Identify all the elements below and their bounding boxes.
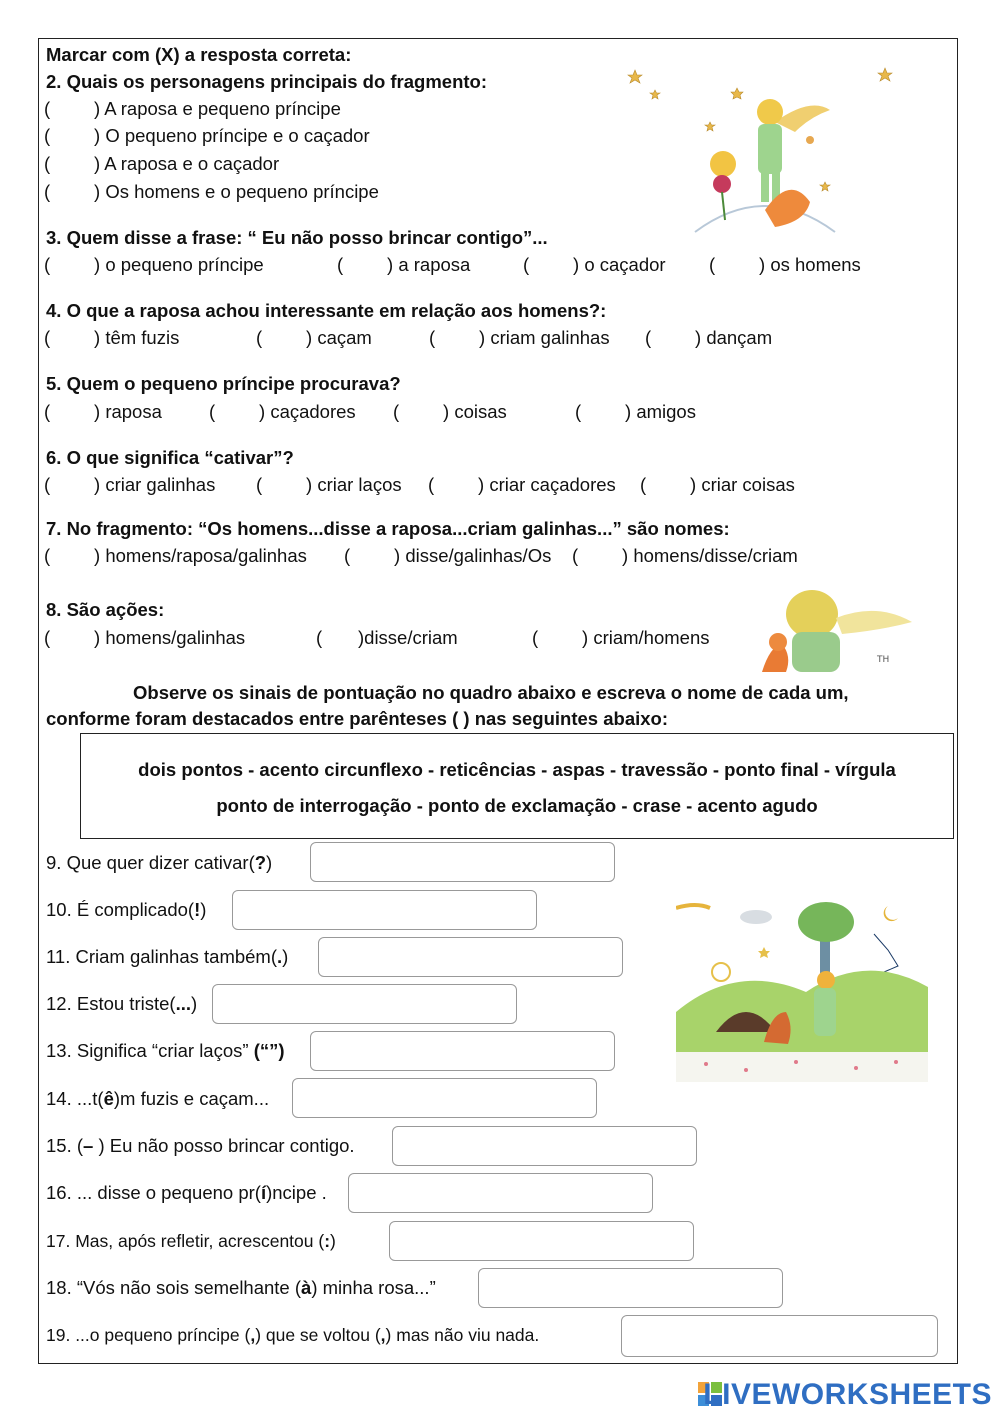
q6-option-2[interactable]: ( ) criar laços (256, 474, 402, 495)
q8-option-2[interactable]: ( )disse/criam (316, 627, 458, 648)
item-19-answer-input[interactable] (621, 1315, 938, 1357)
q2-option-4[interactable]: ( ) Os homens e o pequeno príncipe (44, 181, 379, 202)
q8-option-3[interactable]: ( ) criam/homens (532, 627, 710, 648)
little-prince-fox-illustration (752, 584, 918, 676)
item-13-answer-input[interactable] (310, 1031, 615, 1071)
q4-option-3[interactable]: ( ) criam galinhas (429, 327, 610, 348)
q8-option-1[interactable]: ( ) homens/galinhas (44, 627, 246, 648)
question-7-title: 7. No fragmento: “Os homens...disse a raposa...criam galinhas...” são nomes: (46, 518, 730, 539)
q3-option-3[interactable]: ( ) o caçador (523, 254, 666, 275)
item-14: 14. ...t(ê)m fuzis e caçam... (46, 1088, 270, 1109)
word-bank-line1: dois pontos - acento circunflexo - reticências - aspas - travessão - ponto final - vírgula (138, 759, 896, 780)
q3-option-1[interactable]: ( ) o pequeno príncipe (44, 254, 264, 275)
item-17-answer-input[interactable] (389, 1221, 694, 1261)
q2-option-2[interactable]: ( ) O pequeno príncipe e o caçador (44, 125, 370, 146)
question-5-title: 5. Quem o pequeno príncipe procurava? (46, 373, 401, 394)
q4-option-2[interactable]: ( ) caçam (256, 327, 372, 348)
item-12: 12. Estou triste(...) (46, 993, 198, 1014)
q5-option-1[interactable]: ( ) raposa (44, 401, 162, 422)
question-6-title: 6. O que significa “cativar”? (46, 447, 294, 468)
q7-option-1[interactable]: ( ) homens/raposa/galinhas (44, 545, 307, 566)
q4-option-1[interactable]: ( ) têm fuzis (44, 327, 180, 348)
question-3-title: 3. Quem disse a frase: “ Eu não posso brincar contigo”... (46, 227, 548, 248)
q6-option-1[interactable]: ( ) criar galinhas (44, 474, 216, 495)
punctuation-intro-line2: conforme foram destacados entre parênteses ( ) nas seguintes abaixo: (46, 708, 668, 729)
word-bank-box (80, 733, 954, 839)
instructions: Marcar com (X) a resposta correta: (46, 44, 352, 65)
little-prince-planet-illustration (625, 62, 905, 244)
item-10: 10. É complicado(!) (46, 899, 207, 920)
q5-option-4[interactable]: ( ) amigos (575, 401, 696, 422)
item-15-answer-input[interactable] (392, 1126, 697, 1166)
punctuation-intro-line1: Observe os sinais de pontuação no quadro abaixo e escreva o nome de cada um, (133, 682, 849, 703)
q7-option-2[interactable]: ( ) disse/galinhas/Os (344, 545, 552, 566)
word-bank-line2: ponto de interrogação - ponto de exclamação - crase - acento agudo (216, 795, 818, 816)
item-17: 17. Mas, após refletir, acrescentou (:) (46, 1231, 336, 1251)
q5-option-2[interactable]: ( ) caçadores (209, 401, 356, 422)
item-13: 13. Significa “criar laços” (“”) (46, 1040, 285, 1061)
q2-option-3[interactable]: ( ) A raposa e o caçador (44, 153, 280, 174)
item-14-answer-input[interactable] (292, 1078, 597, 1118)
item-18-answer-input[interactable] (478, 1268, 783, 1308)
question-4-title: 4. O que a raposa achou interessante em relação aos homens?: (46, 300, 607, 321)
item-9: 9. Que quer dizer cativar(?) (46, 852, 273, 873)
item-15: 15. (– ) Eu não posso brincar contigo. (46, 1135, 355, 1156)
q4-option-4[interactable]: ( ) dançam (645, 327, 773, 348)
item-16: 16. ... disse o pequeno pr(í)ncipe . (46, 1182, 327, 1203)
q7-option-3[interactable]: ( ) homens/disse/criam (572, 545, 798, 566)
q5-option-3[interactable]: ( ) coisas (393, 401, 507, 422)
item-11-answer-input[interactable] (318, 937, 623, 977)
q6-option-4[interactable]: ( ) criar coisas (640, 474, 795, 495)
q6-option-3[interactable]: ( ) criar caçadores (428, 474, 616, 495)
item-16-answer-input[interactable] (348, 1173, 653, 1213)
question-8-title: 8. São ações: (46, 599, 165, 620)
item-9-answer-input[interactable] (310, 842, 615, 882)
question-2-title: 2. Quais os personagens principais do fragmento: (46, 71, 488, 92)
item-10-answer-input[interactable] (232, 890, 537, 930)
item-18: 18. “Vós não sois semelhante (à) minha rosa...” (46, 1277, 436, 1298)
item-11: 11. Criam galinhas também(.) (46, 946, 289, 967)
item-19: 19. ...o pequeno príncipe (,) que se voltou (,) mas não viu nada. (46, 1325, 540, 1345)
q3-option-4[interactable]: ( ) os homens (709, 254, 861, 275)
little-prince-landscape-illustration (676, 892, 928, 1082)
q2-option-1[interactable]: ( ) A raposa e pequeno príncipe (44, 98, 341, 119)
q3-option-2[interactable]: ( ) a raposa (337, 254, 471, 275)
liveworksheets-watermark: LIVEWORKSHEETS (703, 1378, 992, 1411)
item-12-answer-input[interactable] (212, 984, 517, 1024)
svg-text:TH: TH (877, 655, 890, 665)
